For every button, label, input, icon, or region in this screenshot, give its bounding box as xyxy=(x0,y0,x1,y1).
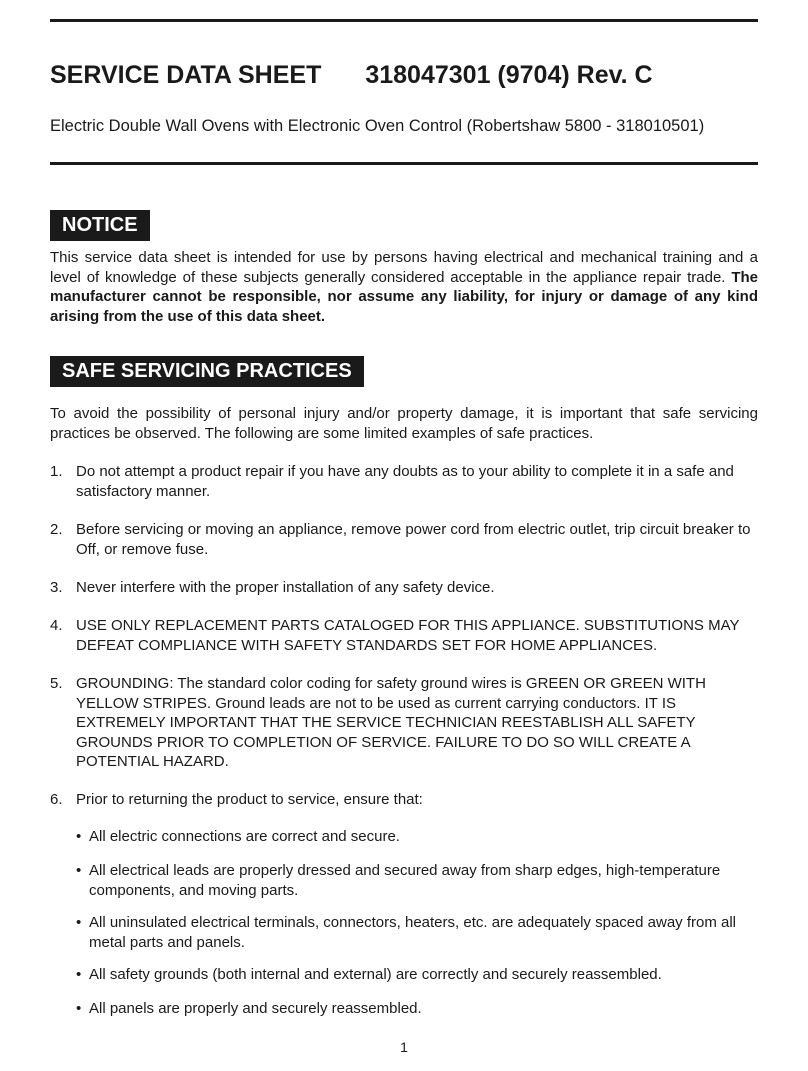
title-text: SERVICE DATA SHEET xyxy=(50,61,322,89)
bullet-item xyxy=(76,861,758,900)
bullet-text: All panels are properly and securely reassembled. xyxy=(89,1000,422,1017)
list-item-text: Before servicing or moving an appliance, remove power cord from electric outlet, trip circuit breaker to Off, or remove fuse. xyxy=(76,521,751,558)
safe-practices-intro: To avoid the possibility of personal injury and/or property damage, it is important that safe servicing practices be observed. The following are some limited examples of safe practices. xyxy=(50,405,758,442)
notice-text: This service data sheet is intended for use by persons having electrical and mechanical training and a level of knowledge of these subjects generally considered acceptable in the appliance repair trade. xyxy=(50,249,758,286)
list-item xyxy=(50,462,758,501)
notice-paragraph xyxy=(50,248,758,326)
list-item-text: Do not attempt a product repair if you have any doubts as to your ability to complete it in a safe and satisfactory manner. xyxy=(76,463,734,500)
list-item xyxy=(50,616,758,655)
bullet-item xyxy=(76,913,758,952)
header-bottom-rule xyxy=(50,162,758,165)
page-number: 1 xyxy=(400,1039,408,1055)
page-subtitle: Electric Double Wall Ovens with Electronic Oven Control (Robertshaw 5800 - 318010501) xyxy=(50,117,705,135)
bullet-dot: • xyxy=(76,862,82,879)
bullet-text: All electric connections are correct and secure. xyxy=(89,828,400,845)
list-item xyxy=(50,520,758,559)
bullet-dot: • xyxy=(76,914,82,931)
notice-heading: NOTICE xyxy=(50,210,150,241)
document-number: 318047301 (9704) Rev. C xyxy=(365,61,653,89)
list-item-number: 1. xyxy=(50,463,63,480)
bullet-dot: • xyxy=(76,1000,82,1017)
bullet-item xyxy=(76,999,758,1019)
list-item-text: Prior to returning the product to service, ensure that: xyxy=(76,791,423,808)
bullet-dot: • xyxy=(76,966,82,983)
top-rule xyxy=(50,19,758,22)
list-item xyxy=(50,674,758,772)
list-item-text: USE ONLY REPLACEMENT PARTS CATALOGED FOR THIS APPLIANCE. SUBSTITUTIONS MAY DEFEAT COMPLIANCE WITH SAFETY STANDARDS SET FOR HOME APPLIANCES. xyxy=(76,617,740,654)
bullet-text: All electrical leads are properly dressed and secured away from sharp edges, high-temperature components, and moving parts. xyxy=(89,862,721,899)
bullet-dot: • xyxy=(76,828,82,845)
list-item-number: 3. xyxy=(50,579,63,596)
list-item xyxy=(50,790,758,810)
list-item-number: 5. xyxy=(50,675,63,692)
page-title xyxy=(50,61,653,90)
list-item xyxy=(50,578,758,598)
list-item-text: Never interfere with the proper installation of any safety device. xyxy=(76,579,495,596)
bullet-item xyxy=(76,965,758,985)
bullet-text: All safety grounds (both internal and external) are correctly and securely reassembled. xyxy=(89,966,662,983)
bullet-text: All uninsulated electrical terminals, connectors, heaters, etc. are adequately spaced away from all metal parts and panels. xyxy=(89,914,736,951)
list-item-number: 2. xyxy=(50,521,63,538)
list-item-number: 4. xyxy=(50,617,63,634)
notice-bold-text: The manufacturer cannot be responsible, nor assume any liability, for injury or damage of any kind arising from the use of this data sheet. xyxy=(50,268,758,325)
bullet-item xyxy=(76,827,758,847)
list-item-text: GROUNDING: The standard color coding for safety ground wires is GREEN OR GREEN WITH YELLOW STRIPES. Ground leads are not to be used as current carrying conductors. IT IS EXTREMELY IMPORTANT THAT THE SERVICE TECHNICIAN REESTABLISH ALL SAFETY GROUNDS PRIOR TO COMPLETION OF SERVICE. FAILURE TO DO SO WILL CREATE A POTENTIAL HAZARD. xyxy=(76,675,706,770)
safe-practices-heading: SAFE SERVICING PRACTICES xyxy=(50,356,364,387)
list-item-number: 6. xyxy=(50,791,63,808)
